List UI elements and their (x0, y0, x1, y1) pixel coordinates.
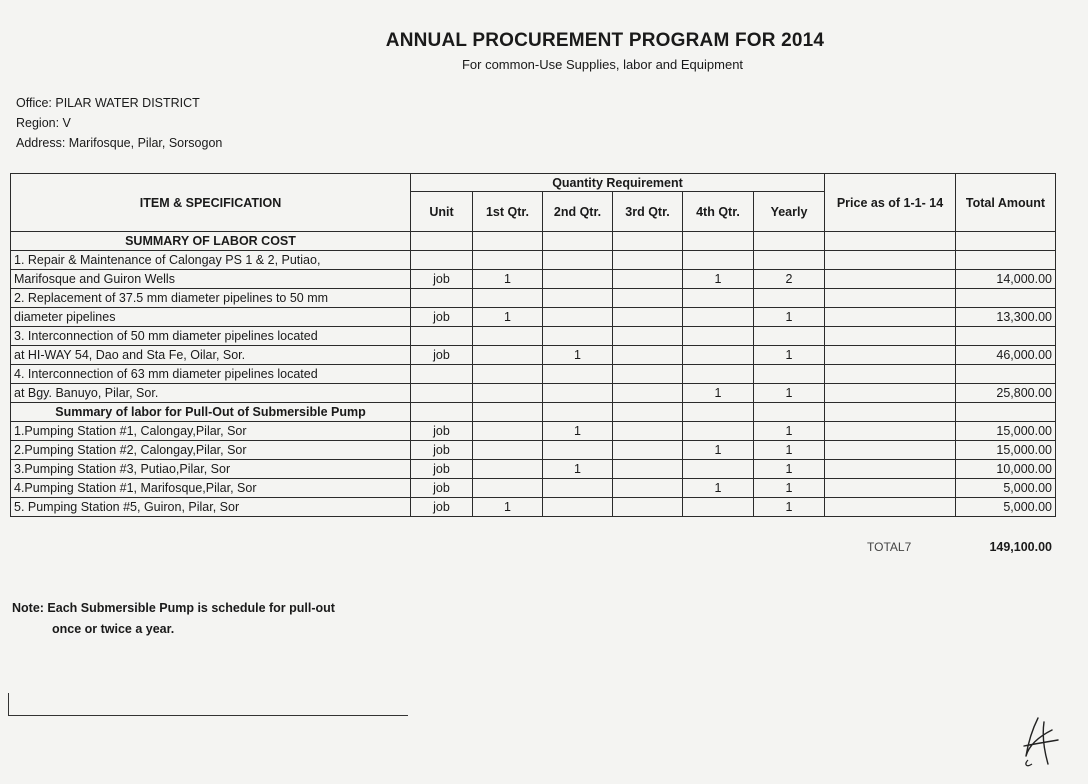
handwritten-initials-icon (1018, 712, 1062, 777)
cell-q3 (613, 346, 683, 365)
cell-yearly: 1 (754, 460, 825, 479)
cell-item: SUMMARY OF LABOR COST (11, 232, 411, 251)
cell-q1 (473, 441, 543, 460)
cell-q2 (543, 365, 613, 384)
cell-q3 (613, 498, 683, 517)
header-unit: Unit (411, 192, 473, 232)
cell-item: at HI-WAY 54, Dao and Sta Fe, Oilar, Sor. (11, 346, 411, 365)
cell-q1 (473, 327, 543, 346)
cell-q1 (473, 289, 543, 308)
cell-item: 2. Replacement of 37.5 mm diameter pipelines to 50 mm (11, 289, 411, 308)
cell-price (825, 346, 956, 365)
cell-q1 (473, 479, 543, 498)
table-row (11, 403, 1056, 422)
cell-q2 (543, 270, 613, 289)
cell-unit (411, 403, 473, 422)
cell-q4 (683, 365, 754, 384)
cell-price (825, 251, 956, 270)
cell-price (825, 403, 956, 422)
table-row (11, 346, 1056, 365)
cell-q3 (613, 232, 683, 251)
cell-q4 (683, 403, 754, 422)
cell-total: 10,000.00 (956, 460, 1056, 479)
cell-yearly (754, 251, 825, 270)
signature-line-tick (8, 693, 9, 715)
table-body (11, 232, 1056, 517)
cell-q3 (613, 422, 683, 441)
address-line: Address: Marifosque, Pilar, Sorsogon (16, 136, 223, 150)
cell-unit (411, 289, 473, 308)
cell-total (956, 251, 1056, 270)
header-total-amount: Total Amount (956, 174, 1056, 232)
cell-total: 14,000.00 (956, 270, 1056, 289)
cell-item: at Bgy. Banuyo, Pilar, Sor. (11, 384, 411, 403)
header-yearly: Yearly (754, 192, 825, 232)
cell-price (825, 460, 956, 479)
cell-q3 (613, 327, 683, 346)
cell-price (825, 327, 956, 346)
table-row (11, 441, 1056, 460)
cell-unit: job (411, 422, 473, 441)
cell-total: 5,000.00 (956, 479, 1056, 498)
table-row (11, 498, 1056, 517)
cell-total (956, 327, 1056, 346)
cell-unit: job (411, 346, 473, 365)
cell-q2 (543, 479, 613, 498)
cell-unit: job (411, 479, 473, 498)
signature-line (8, 715, 408, 716)
cell-unit: job (411, 441, 473, 460)
cell-q3 (613, 289, 683, 308)
cell-yearly (754, 232, 825, 251)
cell-total: 13,300.00 (956, 308, 1056, 327)
cell-q2 (543, 384, 613, 403)
cell-q3 (613, 479, 683, 498)
cell-total (956, 232, 1056, 251)
cell-q2 (543, 289, 613, 308)
cell-unit (411, 327, 473, 346)
cell-q1 (473, 460, 543, 479)
cell-q3 (613, 308, 683, 327)
cell-unit (411, 251, 473, 270)
header-q1: 1st Qtr. (473, 192, 543, 232)
cell-unit (411, 232, 473, 251)
cell-total: 25,800.00 (956, 384, 1056, 403)
cell-yearly: 1 (754, 346, 825, 365)
cell-q2 (543, 498, 613, 517)
cell-item: 4.Pumping Station #1, Marifosque,Pilar, Sor (11, 479, 411, 498)
cell-q4 (683, 460, 754, 479)
cell-item: 4. Interconnection of 63 mm diameter pipelines located (11, 365, 411, 384)
cell-yearly (754, 365, 825, 384)
cell-price (825, 289, 956, 308)
cell-total: 15,000.00 (956, 441, 1056, 460)
cell-item: 2.Pumping Station #2, Calongay,Pilar, Sor (11, 441, 411, 460)
cell-yearly (754, 327, 825, 346)
office-line: Office: PILAR WATER DISTRICT (16, 96, 200, 110)
cell-unit: job (411, 460, 473, 479)
note-block (12, 598, 335, 640)
cell-price (825, 365, 956, 384)
region-line: Region: V (16, 116, 71, 130)
table-row (11, 327, 1056, 346)
cell-price (825, 232, 956, 251)
cell-price (825, 441, 956, 460)
cell-q1 (473, 403, 543, 422)
cell-q2: 1 (543, 460, 613, 479)
cell-yearly (754, 403, 825, 422)
cell-item: Marifosque and Guiron Wells (11, 270, 411, 289)
cell-q2 (543, 232, 613, 251)
cell-item: 1.Pumping Station #1, Calongay,Pilar, Sor (11, 422, 411, 441)
cell-item: 1. Repair & Maintenance of Calongay PS 1 & 2, Putiao, (11, 251, 411, 270)
cell-q4: 1 (683, 479, 754, 498)
cell-yearly: 1 (754, 422, 825, 441)
cell-q4: 1 (683, 270, 754, 289)
cell-unit: job (411, 308, 473, 327)
total-value: 149,100.00 (989, 540, 1052, 554)
cell-q3 (613, 441, 683, 460)
cell-q3 (613, 460, 683, 479)
table-row (11, 232, 1056, 251)
note-line-1: Note: Each Submersible Pump is schedule for pull-out (12, 601, 335, 615)
cell-q1 (473, 422, 543, 441)
cell-q4 (683, 498, 754, 517)
cell-price (825, 384, 956, 403)
document-subtitle: For common-Use Supplies, labor and Equipment (461, 57, 744, 72)
table-row (11, 308, 1056, 327)
note-line-2: once or twice a year. (52, 622, 175, 636)
cell-q2 (543, 441, 613, 460)
cell-q4 (683, 289, 754, 308)
cell-total (956, 289, 1056, 308)
cell-q3 (613, 384, 683, 403)
cell-total: 46,000.00 (956, 346, 1056, 365)
cell-q1 (473, 346, 543, 365)
cell-q2 (543, 403, 613, 422)
cell-yearly: 1 (754, 479, 825, 498)
cell-q3 (613, 270, 683, 289)
cell-q4: 1 (683, 441, 754, 460)
document-title: ANNUAL PROCUREMENT PROGRAM FOR 2014 (385, 30, 825, 51)
procurement-table (10, 173, 1056, 517)
cell-item: 5. Pumping Station #5, Guiron, Pilar, Sor (11, 498, 411, 517)
header-row-top (11, 174, 1056, 192)
cell-item: Summary of labor for Pull-Out of Submersible Pump (11, 403, 411, 422)
cell-q2 (543, 308, 613, 327)
cell-q2: 1 (543, 422, 613, 441)
cell-yearly: 1 (754, 308, 825, 327)
cell-unit: job (411, 270, 473, 289)
cell-yearly: 1 (754, 384, 825, 403)
total-label: TOTAL7 (867, 540, 912, 554)
cell-q1 (473, 365, 543, 384)
cell-q3 (613, 251, 683, 270)
cell-price (825, 479, 956, 498)
cell-q1: 1 (473, 498, 543, 517)
cell-yearly: 1 (754, 498, 825, 517)
cell-q1 (473, 251, 543, 270)
cell-yearly: 2 (754, 270, 825, 289)
cell-unit: job (411, 498, 473, 517)
cell-q1: 1 (473, 270, 543, 289)
header-q3: 3rd Qtr. (613, 192, 683, 232)
cell-item: diameter pipelines (11, 308, 411, 327)
cell-unit (411, 365, 473, 384)
table-row (11, 422, 1056, 441)
cell-q2: 1 (543, 346, 613, 365)
header-q2: 2nd Qtr. (543, 192, 613, 232)
cell-q3 (613, 365, 683, 384)
cell-total: 15,000.00 (956, 422, 1056, 441)
cell-yearly: 1 (754, 441, 825, 460)
cell-yearly (754, 289, 825, 308)
table-row (11, 384, 1056, 403)
cell-q2 (543, 327, 613, 346)
cell-unit (411, 384, 473, 403)
table-row (11, 479, 1056, 498)
table-row (11, 251, 1056, 270)
header-item: ITEM & SPECIFICATION (11, 174, 411, 232)
table-row (11, 270, 1056, 289)
cell-q4 (683, 232, 754, 251)
cell-q1 (473, 384, 543, 403)
cell-price (825, 422, 956, 441)
cell-q4 (683, 308, 754, 327)
cell-total (956, 365, 1056, 384)
cell-total: 5,000.00 (956, 498, 1056, 517)
header-quantity-requirement: Quantity Requirement (411, 174, 825, 192)
cell-q1 (473, 232, 543, 251)
table-row (11, 365, 1056, 384)
table-row (11, 289, 1056, 308)
cell-q4 (683, 346, 754, 365)
cell-q1: 1 (473, 308, 543, 327)
header-price: Price as of 1-1- 14 (825, 174, 956, 232)
cell-q2 (543, 251, 613, 270)
cell-q4 (683, 422, 754, 441)
cell-q4 (683, 251, 754, 270)
header-q4: 4th Qtr. (683, 192, 754, 232)
table-row (11, 460, 1056, 479)
cell-q4 (683, 327, 754, 346)
cell-item: 3.Pumping Station #3, Putiao,Pilar, Sor (11, 460, 411, 479)
cell-price (825, 498, 956, 517)
cell-item: 3. Interconnection of 50 mm diameter pipelines located (11, 327, 411, 346)
cell-q4: 1 (683, 384, 754, 403)
cell-price (825, 270, 956, 289)
cell-total (956, 403, 1056, 422)
cell-q3 (613, 403, 683, 422)
cell-price (825, 308, 956, 327)
